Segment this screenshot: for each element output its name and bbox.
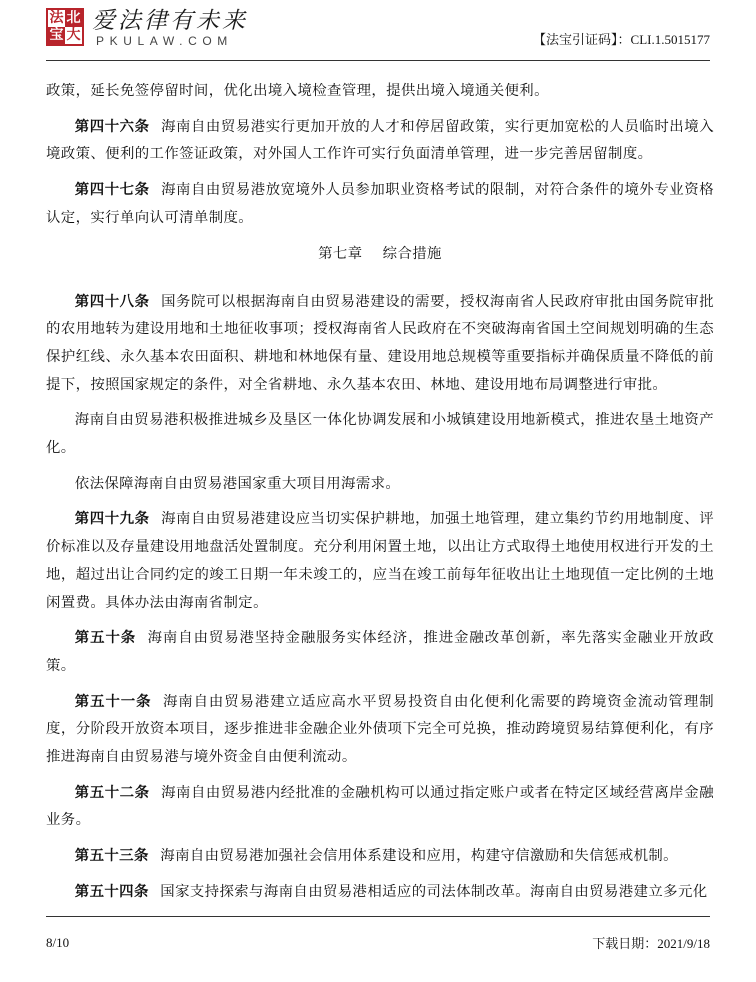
logo-char-1: 法 bbox=[49, 10, 64, 26]
logo-char-3: 宝 bbox=[49, 27, 64, 43]
download-date bbox=[592, 933, 710, 952]
paragraph-text: 海南自由贸易港坚持金融服务实体经济，推进金融改革创新，率先落实金融业开放政策。 bbox=[46, 630, 714, 674]
article-number: 第五十条 bbox=[74, 630, 137, 647]
article-paragraph bbox=[46, 114, 714, 169]
paragraph-text: 海南自由贸易港放宽境外人员参加职业资格考试的限制，对符合条件的境外专业资格认定，实行单向认可清单制度。 bbox=[46, 182, 714, 226]
article-number: 第四十七条 bbox=[74, 182, 150, 199]
citation-value: CLI.1.5015177 bbox=[630, 32, 710, 47]
paragraph-text: 依法保障海南自由贸易港国家重大项目用海需求。 bbox=[74, 475, 401, 492]
paragraph bbox=[46, 407, 714, 462]
article-number: 第四十九条 bbox=[74, 511, 150, 528]
paragraph-text: 政策，延长免签停留时间，优化出境入境检查管理，提供出境入境通关便利。 bbox=[46, 83, 549, 99]
article-number: 第五十三条 bbox=[74, 848, 149, 865]
paragraph-text: 国家支持探索与海南自由贸易港相适应的司法体制改革。海南自由贸易港建立多元化 bbox=[160, 883, 708, 900]
chapter-heading bbox=[46, 241, 714, 268]
paragraph bbox=[46, 471, 714, 499]
article-paragraph bbox=[46, 780, 714, 835]
article-paragraph bbox=[46, 843, 714, 871]
logo-url[interactable]: PKULAW.COM bbox=[96, 34, 233, 48]
paragraph-text: 海南自由贸易港积极推进城乡及垦区一体化协调发展和小城镇建设用地新模式，推进农垦土地资产化。 bbox=[46, 412, 714, 457]
article-number: 第五十二条 bbox=[74, 784, 150, 801]
logo-char-4: 大 bbox=[66, 27, 81, 43]
chapter-number: 第七章 bbox=[318, 245, 363, 262]
download-label: 下载日期： bbox=[592, 937, 658, 952]
article-number: 第四十八条 bbox=[74, 293, 150, 310]
paragraph-text: 海南自由贸易港实行更加开放的人才和停居留政策，实行更加宽松的人员临时出境入境政策、便利的工作签证政策，对外国人工作许可实行负面清单管理，进一步完善居留制度。 bbox=[46, 118, 714, 163]
citation-separator: ： bbox=[617, 33, 631, 48]
logo-slogan: 爱法律有未来 bbox=[92, 8, 248, 34]
article-number: 第四十六条 bbox=[74, 118, 150, 135]
citation-code bbox=[533, 32, 710, 49]
paragraph-text: 海南自由贸易港建设应当切实保护耕地，加强土地管理，建立集约节约用地制度、评价标准以及存量建设用地盘活处置制度。充分利用闲置土地，以出让方式取得土地使用权进行开发的土地，超过出让合同约定的竣工日期一年未竣工的，应当在竣工前每年征收出让土地现值一定比例的土地闲置费。具体办法由海南省制定。 bbox=[46, 511, 714, 611]
chapter-title: 综合措施 bbox=[382, 245, 442, 262]
article-number: 第五十四条 bbox=[74, 883, 149, 900]
paragraph-group-top bbox=[46, 78, 714, 233]
paragraph-group-bottom bbox=[46, 289, 714, 907]
article-paragraph bbox=[46, 506, 714, 617]
article-paragraph bbox=[46, 625, 714, 680]
paragraph-text: 海南自由贸易港建立适应高水平贸易投资自由化便利化需要的跨境资金流动管理制度，分阶段开放资本项目，逐步推进非金融企业外债项下完全可兑换，推动跨境贸易结算便利化，有序推进海南自由贸易港与境外资金自由便利流动。 bbox=[46, 693, 714, 766]
article-paragraph bbox=[46, 689, 714, 772]
footer-divider bbox=[46, 916, 710, 917]
document-body bbox=[46, 78, 714, 915]
page-header bbox=[0, 0, 756, 62]
article-paragraph bbox=[46, 177, 714, 232]
article-paragraph bbox=[46, 289, 714, 400]
paragraph bbox=[46, 78, 714, 106]
header-divider bbox=[46, 60, 710, 61]
citation-label: 【法宝引证码】 bbox=[533, 33, 618, 48]
paragraph-text: 国务院可以根据海南自由贸易港建设的需要，授权海南省人民政府审批由国务院审批的农用地转为建设用地和土地征收事项；授权海南省人民政府在不突破海南省国土空间规划明确的生态保护红线、永久基本农田面积、耕地和林地保有量、建设用地总规模等重要指标并确保质量不降低的前提下，按照国家规定的条件，对全省耕地、永久基本农田、林地、建设用地布局调整进行审批。 bbox=[46, 293, 714, 393]
pkulaw-logo[interactable] bbox=[46, 8, 84, 46]
logo-char-2: 北 bbox=[66, 10, 81, 26]
article-number: 第五十一条 bbox=[74, 693, 152, 710]
page-number: 8/10 bbox=[46, 935, 70, 950]
paragraph-text: 海南自由贸易港内经批准的金融机构可以通过指定账户或者在特定区域经营离岸金融业务。 bbox=[46, 784, 714, 829]
article-paragraph bbox=[46, 879, 714, 907]
paragraph-text: 海南自由贸易港加强社会信用体系建设和应用，构建守信激励和失信惩戒机制。 bbox=[160, 848, 678, 865]
download-date-value: 2021/9/18 bbox=[657, 936, 710, 951]
